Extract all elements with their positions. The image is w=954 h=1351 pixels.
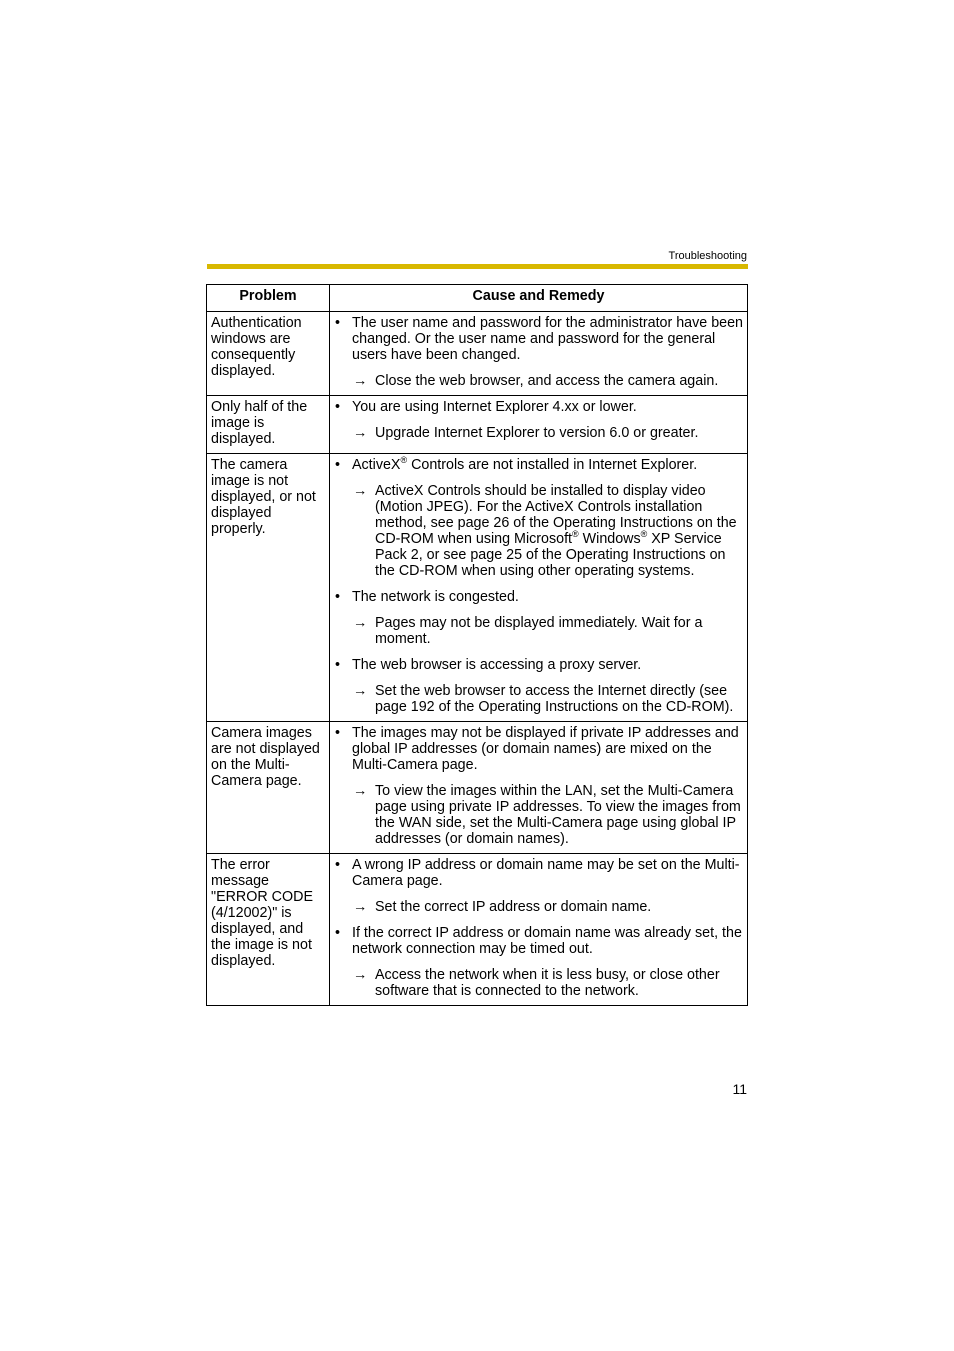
problem-cell: Authentication windows are consequently displayed. — [207, 312, 330, 396]
arrow-right-icon: → — [353, 483, 368, 499]
cause-item — [334, 589, 743, 605]
remedy-text-part: XP Service Pack 2, or see page 25 of the Operating Instructions on the CD-ROM when using other operating systems. — [375, 531, 726, 579]
bullet-icon: • — [335, 315, 341, 331]
bullet-icon: • — [335, 589, 341, 605]
problem-cell: The camera image is not displayed, or not displayed properly. — [207, 454, 330, 722]
cause-text: If the correct IP address or domain name was already set, the network connection may be timed out. — [352, 925, 742, 957]
bullet-icon: • — [335, 457, 341, 473]
bullet-icon: • — [335, 657, 341, 673]
cause-text: The network is congested. — [352, 589, 519, 605]
remedy-text-part: Windows — [578, 531, 641, 547]
registered-mark: ® — [400, 455, 408, 465]
remedy-text: Set the correct IP address or domain name. — [375, 899, 652, 915]
table-row — [207, 722, 748, 854]
remedy-cell — [330, 312, 748, 396]
cause-item — [334, 857, 743, 889]
cause-text: The user name and password for the administrator have been changed. Or the user name and password for the general users have been changed. — [352, 315, 744, 363]
table-row — [207, 454, 748, 722]
table-row — [207, 854, 748, 1006]
arrow-right-icon: → — [353, 783, 368, 799]
cause-text: You are using Internet Explorer 4.xx or lower. — [352, 399, 637, 415]
cause-item — [334, 315, 743, 363]
remedy-cell — [330, 396, 748, 454]
cause-item — [334, 657, 743, 673]
registered-mark: ® — [640, 529, 648, 539]
arrow-right-icon: → — [353, 373, 368, 389]
header-rule — [207, 264, 748, 269]
arrow-right-icon: → — [353, 683, 368, 699]
remedy-cell — [330, 854, 748, 1006]
arrow-right-icon: → — [353, 967, 368, 983]
section-header: Troubleshooting — [668, 250, 747, 262]
table-header-row — [207, 285, 748, 312]
cause-item — [334, 399, 743, 415]
cause-text: The images may not be displayed if private IP addresses and global IP addresses (or domain names) are mixed on the Multi-Camera page. — [352, 725, 739, 773]
arrow-right-icon: → — [353, 425, 368, 441]
remedy-item — [334, 483, 743, 579]
cause-item — [334, 725, 743, 773]
remedy-cell — [330, 722, 748, 854]
bullet-icon: • — [335, 399, 341, 415]
remedy-text: Close the web browser, and access the camera again. — [375, 373, 719, 389]
remedy-text-part: ActiveX Controls should be installed to display video (Motion JPEG). For the ActiveX Controls installation method, see page 26 of the Operating Instructions on the CD-ROM when using Microsoft — [375, 483, 737, 547]
page-number: 11 — [732, 1081, 747, 1097]
problem-cell: Only half of the image is displayed. — [207, 396, 330, 454]
remedy-text: To view the images within the LAN, set the Multi-Camera page using private IP addresses. To view the images from the WAN side, set the Multi-Camera page using global IP addresses (or domain names). — [375, 783, 741, 847]
remedy-item — [334, 683, 743, 715]
remedy-item — [334, 899, 743, 915]
registered-mark: ® — [572, 529, 579, 539]
remedy-text: Pages may not be displayed immediately. Wait for a moment. — [375, 615, 703, 647]
cause-text: The web browser is accessing a proxy server. — [352, 657, 642, 673]
table-row — [207, 396, 748, 454]
problem-cell: The error message "ERROR CODE (4/12002)" is displayed, and the image is not displayed. — [207, 854, 330, 1006]
remedy-item — [334, 425, 743, 441]
remedy-text: Set the web browser to access the Internet directly (see page 192 of the Operating Instructions on the CD-ROM). — [375, 683, 734, 715]
cause-item — [334, 925, 743, 957]
remedy-text: Upgrade Internet Explorer to version 6.0 or greater. — [375, 425, 699, 441]
bullet-icon: • — [335, 857, 341, 873]
arrow-right-icon: → — [353, 899, 368, 915]
bullet-icon: • — [335, 725, 341, 741]
column-header-problem: Problem — [207, 285, 330, 312]
table-row — [207, 312, 748, 396]
problem-cell: Camera images are not displayed on the Multi-Camera page. — [207, 722, 330, 854]
remedy-text — [375, 483, 737, 579]
remedy-item — [334, 373, 743, 389]
cause-text-part: ActiveX — [352, 457, 401, 473]
cause-text — [352, 457, 697, 473]
bullet-icon: • — [335, 925, 341, 941]
remedy-text: Access the network when it is less busy, or close other software that is connected to the network. — [375, 967, 720, 999]
cause-item — [334, 457, 743, 473]
cause-text-part: Controls are not installed in Internet Explorer. — [407, 457, 698, 473]
remedy-item — [334, 783, 743, 847]
remedy-cell — [330, 454, 748, 722]
remedy-item — [334, 615, 743, 647]
remedy-item — [334, 967, 743, 999]
column-header-remedy: Cause and Remedy — [330, 285, 748, 312]
troubleshooting-table — [206, 284, 748, 1006]
cause-text: A wrong IP address or domain name may be set on the Multi-Camera page. — [352, 857, 740, 889]
arrow-right-icon: → — [353, 615, 368, 631]
